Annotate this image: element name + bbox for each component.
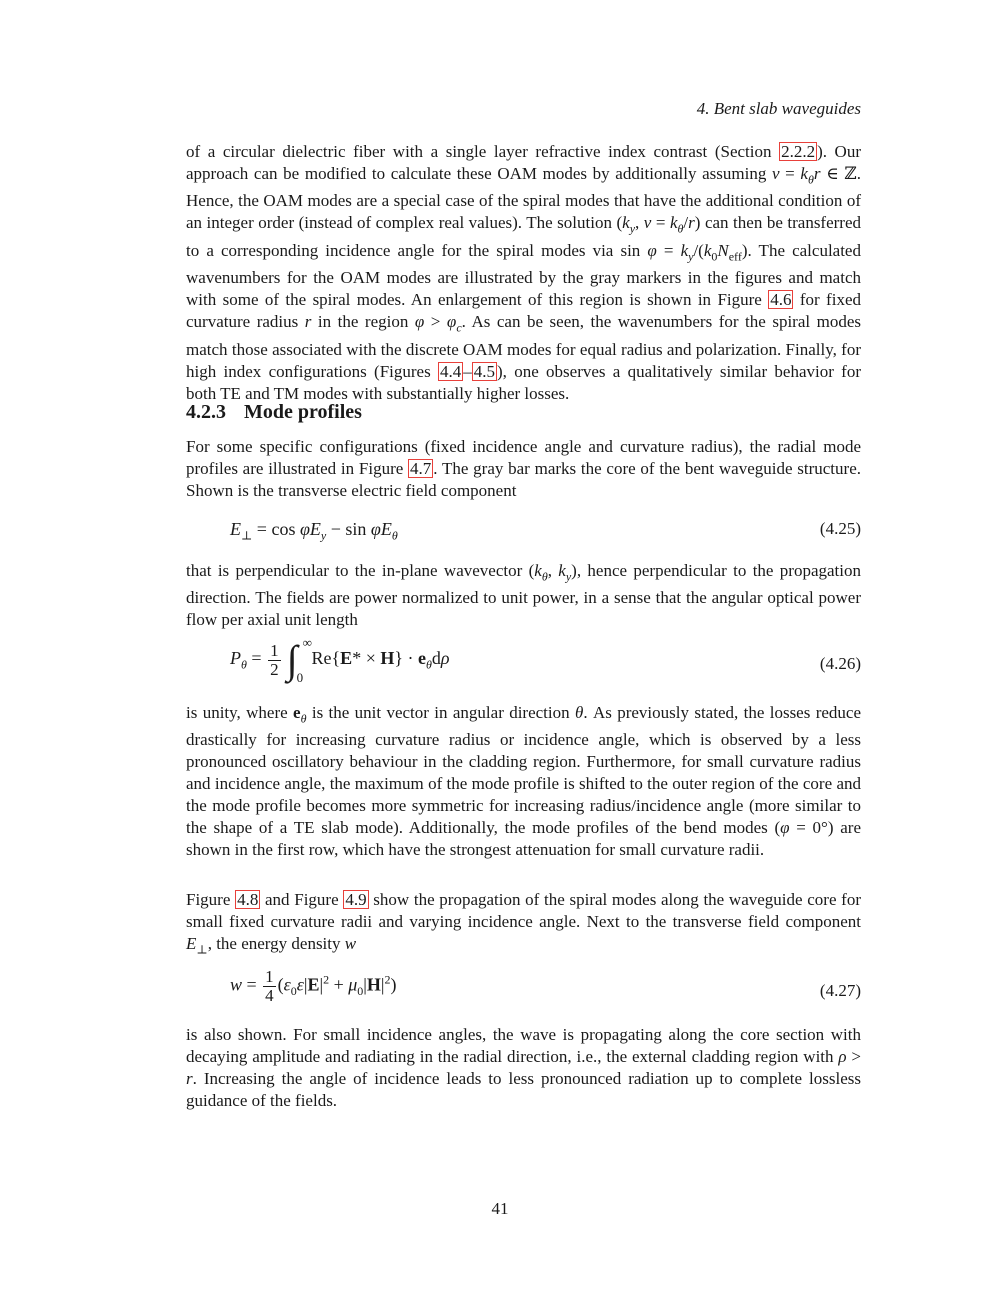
inline-math: $\varphi > \varphi_c$ xyxy=(414,312,462,335)
figure-ref-link[interactable]: 4.9 xyxy=(345,890,367,909)
figure-ref-link[interactable]: 4.7 xyxy=(410,459,432,478)
equation-4-25 xyxy=(186,519,861,549)
paragraph-wavevector: that is perpendicular to the in-plane wavevector ($k_\theta$, $k_y$), hence perpendicular to the propagation direction. The fields are power normalized to unit power, in a sense that the angular optical power flow per axial unit length xyxy=(186,561,861,630)
inline-math: ρ > r xyxy=(186,1047,861,1088)
figure-ref-link[interactable]: 4.4 xyxy=(440,361,462,381)
section-ref-link[interactable]: 2.2.2 xyxy=(781,142,816,161)
equation-body: $P_\theta$ = $\frac{1}{2}$ ∫ ∞ 0 $Re\{E* \times H\} \cdot e_\theta d\rho$ xyxy=(230,635,450,685)
equation-number: (4.25) xyxy=(819,519,861,538)
figure-ref-link[interactable]: 4.6 xyxy=(770,290,792,310)
inline-math: ($k_y$, $\nu = k_\theta/r$) xyxy=(616,213,701,236)
inline-math: $E_\perp$ xyxy=(186,934,208,957)
figure-ref-link[interactable]: 4.8 xyxy=(237,890,259,909)
equation-number: (4.27) xyxy=(819,981,861,1000)
inline-math: $e_\theta$ xyxy=(293,703,307,726)
running-header: 4. Bent slab waveguides xyxy=(696,99,861,118)
paragraph-unity: is unity, where $e_\theta$ is the unit vector in angular direction θ. As previously stated, the losses reduce drastically for increasing curvature radius or incidence angle, which is observed by a less pronounced oscillatory behaviour in the cladding region. Furthermore, for small curvature radius and incidence angle, the maximum of the mode profile is shifted to the outer region of the core and the mode profile becomes more symmetric for increasing radius/incidence angle (more similar to the shape of a TE slab mode). Additionally, the mode profiles of the bend modes (φ = 0°) are shown in the first row, which have the strongest attenuation for small curvature radii. xyxy=(186,703,861,860)
equation-body: w = $\frac{1}{4}$ $(\varepsilon_0\varepsilon|E|^2 + \mu_0|H|^2)$ xyxy=(230,967,397,1005)
inline-math: φ = 0° xyxy=(780,818,828,838)
inline-math: r xyxy=(304,312,312,332)
equation-4-27 xyxy=(186,968,861,1014)
equation-number: (4.26) xyxy=(819,654,861,673)
inline-math: $\sin \varphi = k_y/(k_0N_{eff})$ xyxy=(620,240,748,264)
inline-math: w xyxy=(344,934,357,953)
inline-math: ($k_\theta$, $k_y$) xyxy=(528,561,577,584)
paragraph-propagation: Figure 4.8 and Figure 4.9 show the propagation of the spiral modes along the waveguide core for small fixed curvature radii and varying incidence angle. Next to the transverse field component $E_\perp$, the energy density w xyxy=(186,890,861,957)
paragraph-incidence: is also shown. For small incidence angles, the wave is propagating along the core section with decaying amplitude and radiating in the radial direction, i.e., the external cladding region with ρ > r. Increasing the angle of incidence leads to less pronounced radiation up to complete lossless guidance of the fields. xyxy=(186,1025,861,1110)
section-heading: 4.2.3 Mode profiles xyxy=(186,401,362,423)
paragraph-mode-profiles: For some specific configurations (fixed incidence angle and curvature radius), the radial mode profiles are illustrated in Figure 4.7 . The gray bar marks the core of the bent waveguide structure. Shown is the transverse electric field component xyxy=(186,437,861,500)
inline-math: $\nu = k_\theta r$ ∈ ℤ xyxy=(771,164,857,187)
page-number: 41 xyxy=(491,1199,509,1218)
inline-math: θ xyxy=(575,703,584,722)
figure-ref-link[interactable]: 4.5 xyxy=(473,361,495,381)
equation-4-26 xyxy=(186,635,861,690)
paragraph-oam-modes: of a circular dielectric fiber with a single layer refractive index contrast (Section 2.2.2 ). Our approach can be modified to calculate these OAM modes by additionally assuming $\nu = k_\theta r$ ∈ ℤ. Hence, the OAM modes are a special case of the spiral modes that have the additional condition of an integer order (instead of complex real values). The solution ($k_y$, $\nu = k_\theta/r$) can then be transferred to a corresponding incidence angle for the spiral modes via $\sin \varphi = k_y/(k_0N_{eff})$. The calculated wavenumbers for the OAM modes are illustrated by the gray markers in the figures and match with some of the spiral modes. An enlargement of this region is shown in Figure 4.6 for fixed curvature radius r in the region $\varphi > \varphi_c$. As can be seen, the wavenumbers for the spiral modes match those associated with the discrete OAM modes for equal radius and polarization. Finally, for high index configurations (Figures 4.4 – 4.5 ), one observes a qualitatively similar behavior for both TE and TM modes with substantially higher losses. xyxy=(186,142,862,403)
equation-body: $E_\perp = \cos \varphi E_y - \sin \varphi E_\theta$ xyxy=(230,519,398,543)
